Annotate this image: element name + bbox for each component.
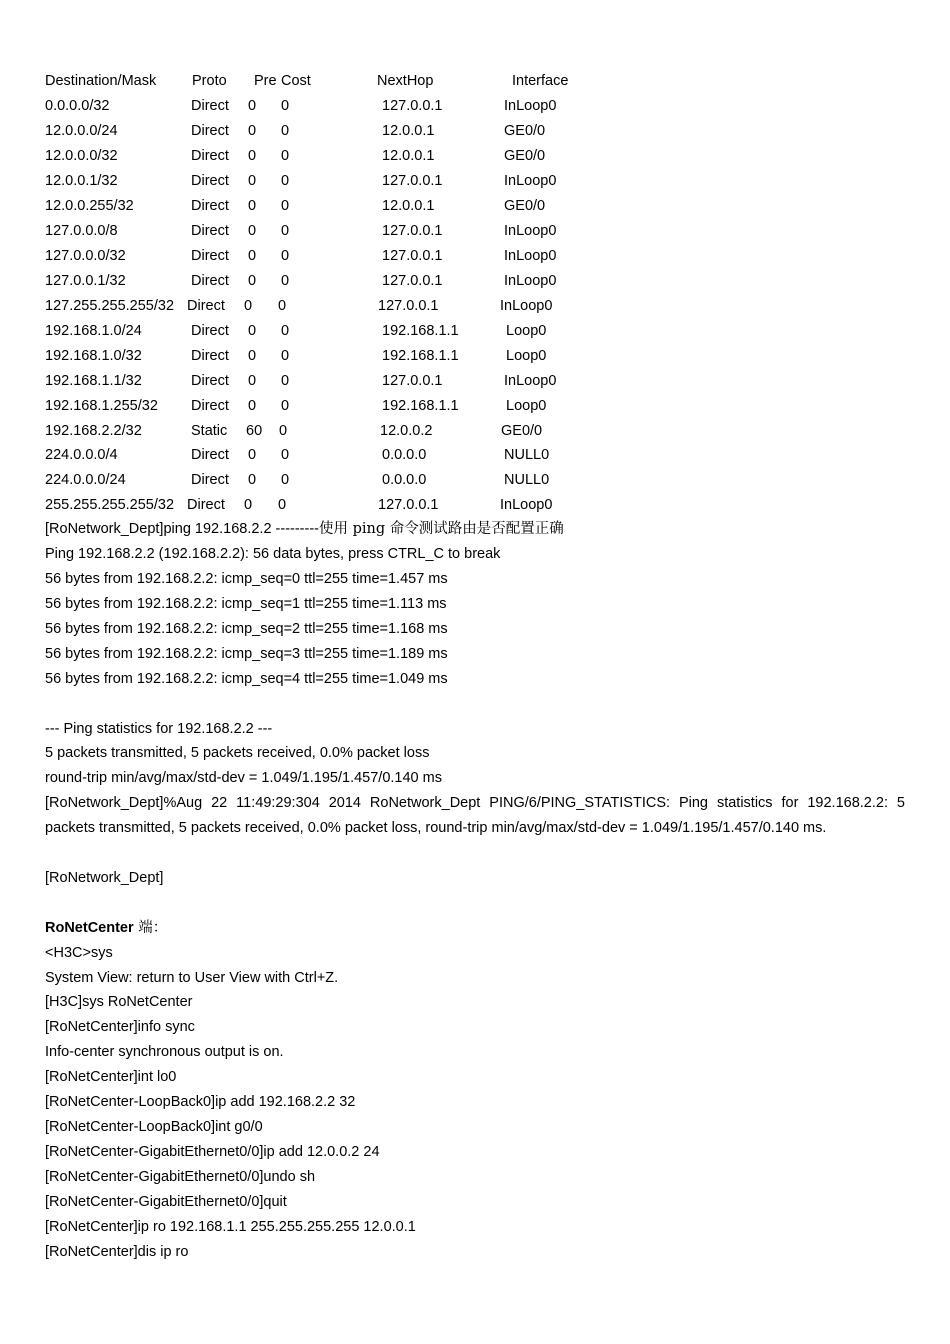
route-proto: Direct [187, 298, 225, 314]
ping-reply-line: 56 bytes from 192.168.2.2: icmp_seq=4 ttl=255 time=1.049 ms [45, 671, 448, 687]
route-interface: GE0/0 [501, 423, 543, 439]
route-nexthop: 127.0.0.1 [382, 223, 443, 239]
route-destination: 192.168.1.1/32 [45, 373, 142, 389]
route-cost: 0 [281, 148, 290, 164]
route-pre: 0 [244, 497, 253, 513]
route-destination: 192.168.2.2/32 [45, 423, 142, 439]
route-pre: 0 [248, 447, 257, 463]
route-proto: Direct [191, 123, 229, 139]
route-destination: 12.0.0.1/32 [45, 173, 118, 189]
cli-line: [RoNetCenter-LoopBack0]int g0/0 [45, 1119, 263, 1135]
ping-reply-line: 56 bytes from 192.168.2.2: icmp_seq=0 ttl=255 time=1.457 ms [45, 571, 448, 587]
route-pre: 0 [248, 148, 257, 164]
route-interface: NULL0 [504, 472, 550, 488]
route-pre: 0 [244, 298, 253, 314]
cli-line: [RoNetCenter-GigabitEthernet0/0]ip add 12.0.0.2 24 [45, 1144, 380, 1160]
header-destination: Destination/Mask [45, 73, 157, 89]
route-nexthop: 12.0.0.1 [382, 123, 435, 139]
route-cost: 0 [281, 248, 290, 264]
route-interface: InLoop0 [504, 273, 557, 289]
route-nexthop: 12.0.0.2 [380, 423, 433, 439]
route-cost: 0 [278, 298, 287, 314]
route-nexthop: 127.0.0.1 [382, 248, 443, 264]
route-cost: 0 [281, 472, 290, 488]
ping-log-message: [RoNetwork_Dept]%Aug 22 11:49:29:304 2014 RoNetwork_Dept PING/6/PING_STATISTICS: Ping statistics for 192.168.2.2: 5 packets transmitted, 5 packets received, 0.0% packet loss, round-trip min/avg/max/std-dev = 1.049/1.195/1.457/0.140 ms. [45, 795, 905, 836]
route-proto: Direct [191, 348, 229, 364]
route-destination: 12.0.0.0/24 [45, 123, 118, 139]
route-interface: Loop0 [506, 398, 547, 414]
route-cost: 0 [281, 348, 290, 364]
route-proto: Direct [191, 198, 229, 214]
route-destination: 192.168.1.255/32 [45, 398, 158, 414]
ping-stats-packets: 5 packets transmitted, 5 packets received, 0.0% packet loss [45, 745, 430, 761]
route-nexthop: 0.0.0.0 [382, 447, 427, 463]
route-pre: 0 [248, 223, 257, 239]
cli-line: [RoNetCenter]ip ro 192.168.1.1 255.255.255.255 12.0.0.1 [45, 1219, 416, 1235]
cli-line: [H3C]sys RoNetCenter [45, 994, 193, 1010]
route-destination: 127.0.0.0/32 [45, 248, 126, 264]
route-proto: Direct [191, 373, 229, 389]
route-row [45, 220, 605, 242]
cli-line: [RoNetCenter]int lo0 [45, 1069, 177, 1085]
route-interface: Loop0 [506, 323, 547, 339]
cli-line: [RoNetCenter-LoopBack0]ip add 192.168.2.2 32 [45, 1094, 356, 1110]
route-cost: 0 [281, 223, 290, 239]
route-cost: 0 [281, 198, 290, 214]
route-row [45, 170, 605, 192]
route-cost: 0 [281, 447, 290, 463]
header-cost: Cost [281, 73, 311, 89]
route-interface: InLoop0 [500, 497, 553, 513]
route-cost: 0 [278, 497, 287, 513]
route-row [45, 145, 605, 167]
route-interface: InLoop0 [504, 98, 557, 114]
route-nexthop: 0.0.0.0 [382, 472, 427, 488]
route-row [45, 295, 605, 317]
ping-command-line [45, 518, 564, 540]
ping-stats-header: --- Ping statistics for 192.168.2.2 --- [45, 721, 273, 737]
route-destination: 255.255.255.255/32 [45, 497, 175, 513]
route-proto: Static [191, 423, 228, 439]
route-row [45, 420, 605, 442]
route-pre: 0 [248, 98, 257, 114]
route-destination: 12.0.0.0/32 [45, 148, 118, 164]
route-pre: 0 [248, 173, 257, 189]
route-proto: Direct [191, 323, 229, 339]
route-pre: 0 [248, 323, 257, 339]
route-proto: Direct [191, 98, 229, 114]
route-proto: Direct [191, 173, 229, 189]
route-nexthop: 127.0.0.1 [378, 497, 439, 513]
ping-reply-line: 56 bytes from 192.168.2.2: icmp_seq=1 ttl=255 time=1.113 ms [45, 596, 447, 612]
route-row [45, 245, 605, 267]
route-interface: InLoop0 [504, 223, 557, 239]
cli-line: System View: return to User View with Ctrl+Z. [45, 970, 339, 986]
route-row [45, 494, 605, 516]
route-pre: 0 [248, 398, 257, 414]
route-cost: 0 [281, 398, 290, 414]
ping-reply-line: 56 bytes from 192.168.2.2: icmp_seq=3 ttl=255 time=1.189 ms [45, 646, 448, 662]
route-destination: 0.0.0.0/32 [45, 98, 110, 114]
ping-command: [RoNetwork_Dept]ping 192.168.2.2 --------- [45, 521, 319, 537]
route-pre: 0 [248, 198, 257, 214]
route-pre: 0 [248, 373, 257, 389]
route-row [45, 195, 605, 217]
route-cost: 0 [281, 173, 290, 189]
route-nexthop: 12.0.0.1 [382, 148, 435, 164]
route-proto: Direct [191, 398, 229, 414]
route-interface: InLoop0 [504, 373, 557, 389]
route-destination: 12.0.0.255/32 [45, 198, 134, 214]
route-destination: 224.0.0.0/4 [45, 447, 118, 463]
ping-prompt: [RoNetwork_Dept] [45, 870, 164, 886]
route-row [45, 270, 605, 292]
route-proto: Direct [191, 148, 229, 164]
route-nexthop: 192.168.1.1 [382, 323, 459, 339]
route-destination: 127.0.0.0/8 [45, 223, 118, 239]
route-pre: 0 [248, 348, 257, 364]
route-interface: InLoop0 [504, 248, 557, 264]
route-cost: 0 [281, 123, 290, 139]
section-title-suffix: 端： [133, 920, 168, 936]
route-row [45, 95, 605, 117]
route-cost: 0 [281, 273, 290, 289]
route-row [45, 120, 605, 142]
route-pre: 0 [248, 248, 257, 264]
route-nexthop: 127.0.0.1 [382, 373, 443, 389]
route-pre: 0 [248, 123, 257, 139]
header-proto: Proto [192, 73, 227, 89]
route-row [45, 469, 605, 491]
route-pre: 0 [248, 472, 257, 488]
route-nexthop: 127.0.0.1 [382, 173, 443, 189]
route-cost: 0 [281, 323, 290, 339]
route-proto: Direct [191, 273, 229, 289]
route-interface: InLoop0 [500, 298, 553, 314]
route-interface: InLoop0 [504, 173, 557, 189]
ping-start-line: Ping 192.168.2.2 (192.168.2.2): 56 data bytes, press CTRL_C to break [45, 546, 501, 562]
header-nexthop: NextHop [377, 73, 434, 89]
route-nexthop: 127.0.0.1 [382, 98, 443, 114]
cli-line: Info-center synchronous output is on. [45, 1044, 284, 1060]
route-cost: 0 [279, 423, 288, 439]
route-table-header [45, 70, 605, 92]
route-row [45, 370, 605, 392]
route-nexthop: 127.0.0.1 [378, 298, 439, 314]
route-interface: GE0/0 [504, 198, 546, 214]
cli-line: [RoNetCenter]dis ip ro [45, 1244, 189, 1260]
cli-line: <H3C>sys [45, 945, 113, 961]
cli-line: [RoNetCenter-GigabitEthernet0/0]quit [45, 1194, 287, 1210]
route-nexthop: 192.168.1.1 [382, 348, 459, 364]
route-nexthop: 192.168.1.1 [382, 398, 459, 414]
route-proto: Direct [191, 447, 229, 463]
ping-command-note: 使用 ping 命令测试路由是否配置正确 [319, 521, 564, 537]
ping-stats-rtt: round-trip min/avg/max/std-dev = 1.049/1.195/1.457/0.140 ms [45, 770, 442, 786]
cli-line: [RoNetCenter-GigabitEthernet0/0]undo sh [45, 1169, 316, 1185]
ping-reply-line: 56 bytes from 192.168.2.2: icmp_seq=2 ttl=255 time=1.168 ms [45, 621, 448, 637]
route-destination: 127.0.0.1/32 [45, 273, 126, 289]
route-row [45, 345, 605, 367]
route-proto: Direct [191, 223, 229, 239]
route-interface: NULL0 [504, 447, 550, 463]
route-row [45, 320, 605, 342]
header-pre: Pre [254, 73, 277, 89]
route-interface: Loop0 [506, 348, 547, 364]
route-destination: 224.0.0.0/24 [45, 472, 126, 488]
route-pre: 0 [248, 273, 257, 289]
route-interface: GE0/0 [504, 123, 546, 139]
route-interface: GE0/0 [504, 148, 546, 164]
cli-line: [RoNetCenter]info sync [45, 1019, 195, 1035]
route-cost: 0 [281, 373, 290, 389]
header-interface: Interface [512, 73, 569, 89]
section-title: RoNetCenter [45, 920, 134, 936]
section-heading [45, 917, 167, 939]
route-destination: 127.255.255.255/32 [45, 298, 175, 314]
route-destination: 192.168.1.0/24 [45, 323, 142, 339]
route-row [45, 444, 605, 466]
route-destination: 192.168.1.0/32 [45, 348, 142, 364]
route-proto: Direct [187, 497, 225, 513]
route-nexthop: 127.0.0.1 [382, 273, 443, 289]
route-row [45, 395, 605, 417]
route-pre: 60 [246, 423, 263, 439]
route-cost: 0 [281, 98, 290, 114]
route-nexthop: 12.0.0.1 [382, 198, 435, 214]
route-proto: Direct [191, 248, 229, 264]
route-proto: Direct [191, 472, 229, 488]
